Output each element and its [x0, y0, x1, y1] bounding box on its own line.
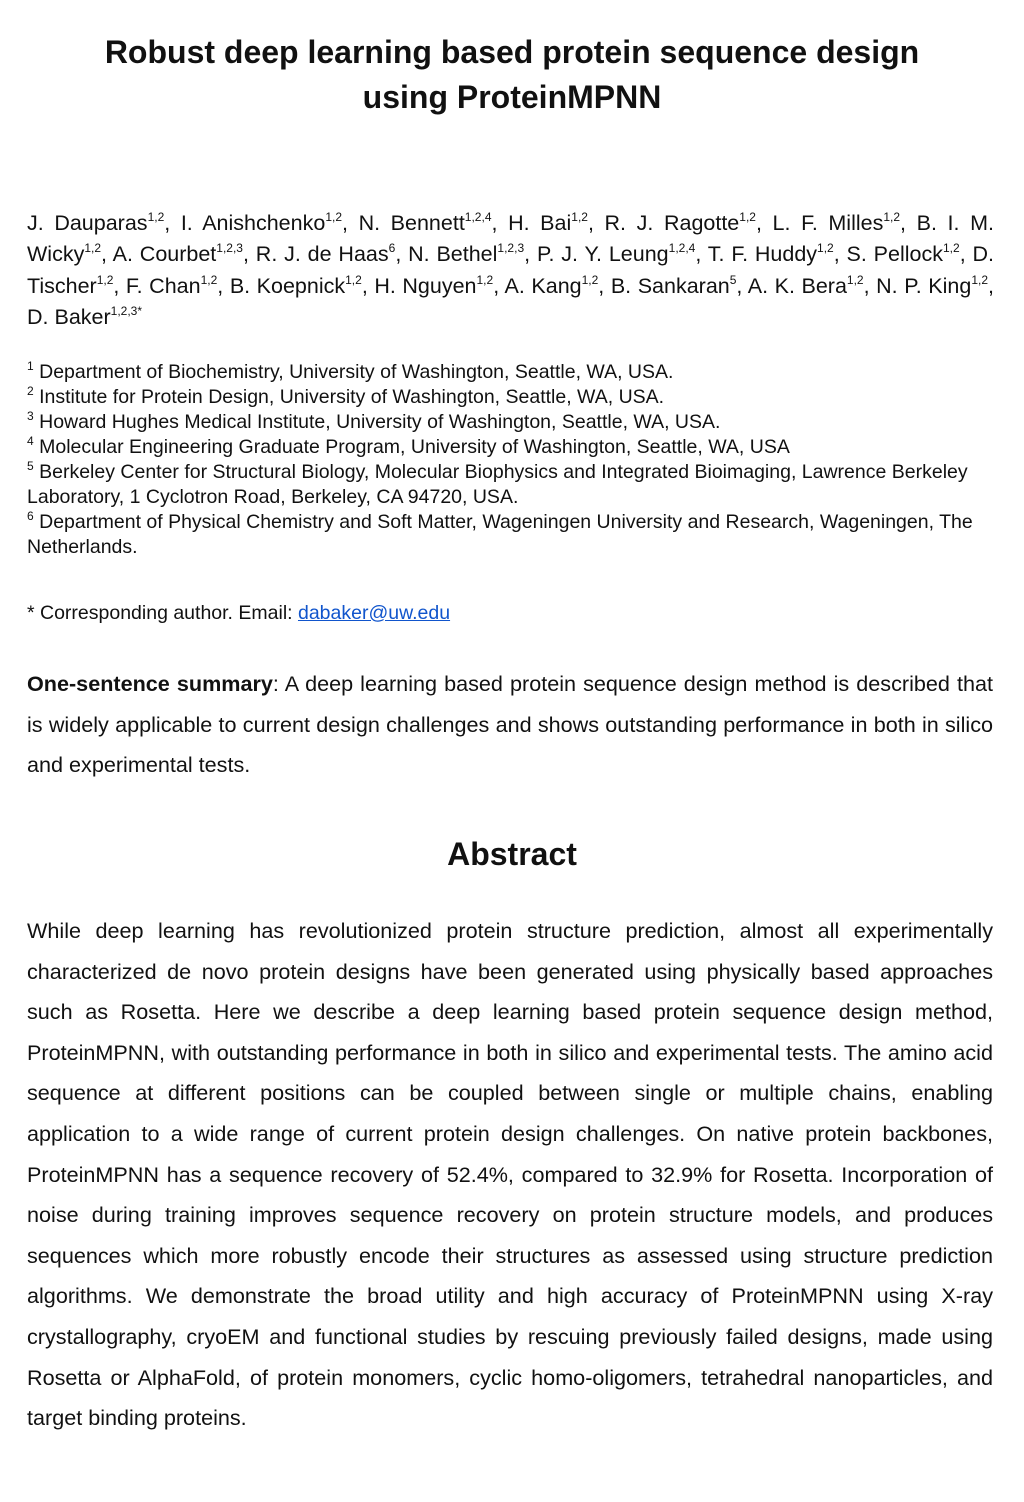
author — [408, 242, 524, 266]
author-affiliation-marker: 1,2 — [200, 272, 218, 287]
affiliation-item — [27, 510, 994, 560]
corresponding-label: * Corresponding author. Email: — [27, 602, 298, 624]
author-affiliation-marker: 1,2,3 — [216, 241, 243, 256]
author — [508, 211, 588, 235]
author-affiliation-marker: 1,2 — [739, 210, 756, 224]
author-name: N. Bethel — [408, 242, 498, 267]
author-affiliation-marker: 1,2 — [345, 272, 362, 287]
author-name: D. Baker — [27, 304, 111, 329]
author — [27, 305, 142, 329]
affiliation-number: 5 — [27, 459, 34, 473]
author-name: A. Kang — [504, 273, 582, 298]
summary-text: : A deep learning based protein sequence design method is described that is widely applicable to current design challenges and shows outstanding performance in both in silico and experimental tests. — [27, 671, 993, 777]
paper-title — [40, 30, 984, 120]
author — [113, 242, 243, 266]
summary-label: One-sentence summary — [27, 671, 273, 696]
affiliation-text: Howard Hughes Medical Institute, University of Washington, Seattle, WA, USA. — [33, 411, 721, 433]
affiliation-item — [27, 360, 994, 385]
affiliation-number: 2 — [27, 384, 34, 398]
affiliation-list — [27, 360, 994, 560]
author-affiliation-marker: 1,2 — [147, 210, 165, 224]
author — [230, 274, 362, 298]
author-affiliation-marker: 1,2 — [84, 241, 102, 256]
abstract-heading: Abstract — [447, 836, 577, 872]
author-name: N. Bennett — [358, 211, 465, 235]
author-name: R. J. Ragotte — [604, 211, 740, 235]
corresponding-author — [27, 600, 994, 626]
affiliation-number: 4 — [27, 434, 34, 448]
author-affiliation-marker: 5 — [729, 272, 737, 287]
author — [359, 211, 492, 235]
author-name: A. K. Bera — [747, 273, 847, 298]
affiliation-text: Department of Physical Chemistry and Soft Matter, Wageningen University and Research, Wageningen, The Netherlands. — [27, 511, 973, 558]
author — [126, 274, 217, 298]
author — [27, 211, 164, 235]
author-affiliation-marker: 1,2 — [971, 272, 989, 287]
affiliation-item — [27, 385, 994, 410]
author-affiliation-marker: 1,2,3 — [497, 241, 525, 256]
author-name: T. F. Huddy — [707, 242, 818, 267]
author-name: B. Koepnick — [229, 273, 346, 298]
author — [847, 242, 960, 266]
author-affiliation-marker: 6 — [388, 241, 396, 256]
author — [537, 242, 695, 266]
author-name: A. Courbet — [112, 242, 217, 267]
author-name: F. Chan — [125, 273, 201, 298]
affiliation-text: Department of Biochemistry, University of Washington, Seattle, WA, USA. — [33, 361, 674, 383]
author-affiliation-marker: 1,2 — [817, 241, 834, 256]
email-link[interactable]: dabaker@uw.edu — [297, 602, 451, 624]
affiliation-text: Berkeley Center for Structural Biology, Molecular Biophysics and Integrated Bioimaging, Lawrence Berkeley Laboratory, 1 Cyclotron Road, Berkeley, CA 94720, USA. — [27, 461, 968, 508]
author-name: B. Sankaran — [610, 273, 730, 298]
author-name: L. F. Milles — [772, 211, 884, 235]
author-name: I. Anishchenko — [180, 211, 326, 235]
affiliation-number: 3 — [27, 409, 34, 423]
title-line-1: Robust deep learning based protein sequence design — [104, 34, 920, 70]
author-affiliation-marker: 1,2 — [476, 272, 494, 287]
author-name: D. Tischer — [27, 242, 994, 298]
author-affiliation-marker: 1,2 — [943, 241, 960, 256]
affiliation-item — [27, 460, 994, 510]
author — [605, 211, 756, 235]
author — [611, 274, 737, 298]
author — [505, 274, 599, 298]
author-affiliation-marker: 1,2 — [325, 210, 342, 224]
author-affiliation-marker: 1,2,4 — [668, 241, 696, 256]
affiliation-item — [27, 435, 994, 460]
author-name: J. Dauparas — [27, 211, 148, 235]
author — [708, 242, 834, 266]
author — [181, 211, 342, 235]
author-affiliation-marker: 1,2 — [96, 272, 114, 287]
affiliation-text: Institute for Protein Design, University of Washington, Seattle, WA, USA. — [33, 386, 665, 408]
affiliation-text: Molecular Engineering Graduate Program, University of Washington, Seattle, WA, USA — [33, 436, 790, 458]
author-affiliation-marker: 1,2 — [571, 210, 588, 224]
author — [256, 242, 396, 266]
affiliation-item — [27, 410, 994, 435]
affiliation-number: 6 — [27, 509, 34, 523]
one-sentence-summary — [27, 664, 993, 786]
author-affiliation-marker: 1,2 — [581, 272, 599, 287]
author — [876, 274, 988, 298]
author — [748, 274, 864, 298]
author-name: N. P. King — [876, 273, 972, 298]
author-name: B. I. M. Wicky — [27, 211, 994, 267]
author-name: H. Nguyen — [374, 273, 477, 298]
author-name: P. J. Y. Leung — [536, 242, 669, 267]
author — [374, 274, 493, 298]
author-list: J. Dauparas$^{1,2}$, I. Anishchenko$^{1,2}$, N. Bennett$^{1,2,4}$, H. Bai$^{1,2}$, R. J. Ragotte$^{1,2}$, L. F. Milles$^{1,2}$, B. I. M. Wicky$^{1,2}$, A. Courbet$^{1,2,3}$, R. J. de Haas$^6$, N. Bethel$^{1,2,3}$, P. J. Y. Leung$^{1,2,4}$, T. F. Huddy$^{1,2}$, S. Pellock$^{1,2}$, D. Tischer$^{1,2}$, F. Chan$^{1,2}$, B. Koepnick$^{1,2}$, H. Nguyen$^{1,2}$, A. Kang$^{1,2}$, B. Sankaran$^5$, A. K. Bera$^{1,2}$, N. P. King$^{1,2}$, D. Baker$^{1,2,3*}$ — [27, 210, 994, 329]
author-name: S. Pellock — [846, 242, 943, 267]
title-line-2: using ProteinMPNN — [362, 79, 662, 115]
author-name: R. J. de Haas — [255, 242, 389, 267]
author-name: H. Bai — [508, 211, 572, 235]
author-affiliation-marker: 1,2,3* — [110, 303, 142, 318]
affiliation-number: 1 — [27, 359, 34, 373]
author-affiliation-marker: 1,2 — [883, 210, 901, 224]
abstract-text: While deep learning has revolutionized protein structure prediction, almost all experimentally characterized de novo protein designs have been generated using physically based approaches such as Rosetta. Here we describe a deep learning based protein sequence design method, ProteinMPNN, with outstanding performance in both in silico and experimental tests. The amino acid sequence at different positions can be coupled between single or multiple chains, enabling application to a wide range of current protein design challenges. On native protein backbones, ProteinMPNN has a sequence recovery of 52.4%, compared to 32.9% for Rosetta. Incorporation of noise during training improves sequence recovery on protein structure models, and produces sequences which more robustly encode their structures as assessed using structure prediction algorithms. We demonstrate the broad utility and high accuracy of ProteinMPNN using X-ray crystallography, cryoEM and functional studies by rescuing previously failed designs, made using Rosetta or AlphaFold, of protein monomers, cyclic homo-oligomers, tetrahedral nanoparticles, and target binding proteins. — [27, 918, 993, 1431]
author-affiliation-marker: 1,2 — [846, 272, 864, 287]
author — [773, 211, 901, 235]
author-affiliation-marker: 1,2,4 — [464, 210, 492, 224]
